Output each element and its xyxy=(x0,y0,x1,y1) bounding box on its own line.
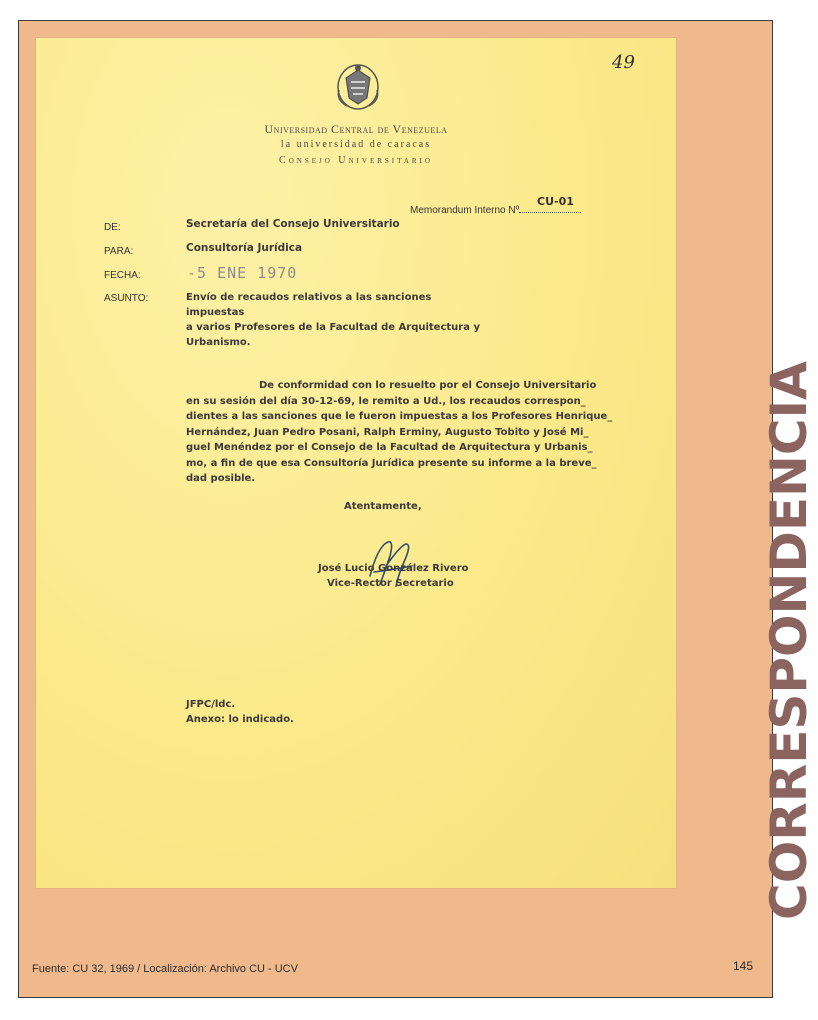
page-number: 145 xyxy=(733,959,754,973)
closing: Atentamente, xyxy=(344,501,422,512)
body-line: dad posible. xyxy=(186,473,256,484)
footer-source: Fuente: CU 32, 1969 / Localización: Archivo CU - UCV xyxy=(32,963,298,975)
reference-initials: JFPC/ldc. xyxy=(186,699,236,710)
university-name: Universidad Central de Venezuela xyxy=(264,122,448,136)
field-label-asunto: ASUNTO: xyxy=(104,293,149,304)
signer-name: José Lucio González Rivero xyxy=(318,563,469,574)
field-label-de: DE: xyxy=(104,222,121,233)
attachment-note: Anexo: lo indicado. xyxy=(186,714,294,725)
subject-line: Envío de recaudos relativos a las sanciones impuestas xyxy=(186,292,432,318)
body-line: mo, a fin de que esa Consultoría Jurídica presente su informe a la breve_ xyxy=(186,457,597,469)
body-line: Hernández, Juan Pedro Posani, Ralph Erminy, Augusto Tobito y José Mi_ xyxy=(186,426,589,438)
field-value-para: Consultoría Jurídica xyxy=(186,242,303,254)
memo-label: Memorandum Interno Nº xyxy=(410,205,520,216)
university-crest-icon xyxy=(333,60,383,112)
signer-block xyxy=(318,561,469,591)
body-line: dientes a las sanciones que le fueron impuestas a los Profesores Henrique_ xyxy=(186,411,613,422)
signer-title: Vice-Rector Secretario xyxy=(327,578,454,589)
field-label-fecha: FECHA: xyxy=(104,270,141,281)
reference-block xyxy=(186,697,294,727)
date-stamp: -5 ENE 1970 xyxy=(187,264,298,282)
body-line: De conformidad con lo resuelto por el Consejo Universitario xyxy=(259,380,597,391)
section-title-vertical: CORRESPONDENCIA xyxy=(760,361,818,920)
university-tagline: la universidad de caracas xyxy=(280,139,432,150)
field-label-para: PARA: xyxy=(104,246,134,257)
field-value-de: Secretaría del Consejo Universitario xyxy=(186,218,400,230)
subject-line: a varios Profesores de la Facultad de Arquitectura y xyxy=(186,322,480,333)
memo-number: CU-01 xyxy=(537,195,574,208)
subject-line: Urbanismo. xyxy=(186,337,251,348)
body-line: guel Menéndez por el Consejo de la Facultad de Arquitectura y Urbanis_ xyxy=(186,442,593,453)
handwritten-number: 49 xyxy=(612,52,635,73)
council-name: Consejo Universitario xyxy=(279,155,433,166)
body-line: en su sesión del día 30-12-69, le remito a Ud., los recaudos correspon_ xyxy=(186,395,586,407)
subject-text xyxy=(186,290,486,350)
memo-body xyxy=(186,378,613,487)
